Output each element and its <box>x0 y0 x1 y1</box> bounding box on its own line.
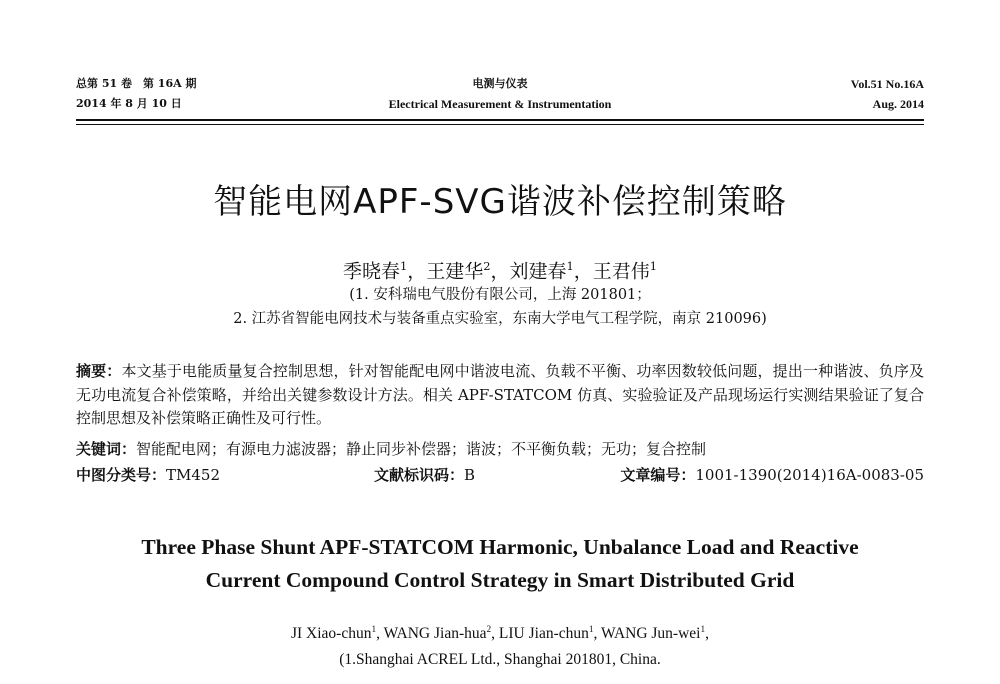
article-number-value: 1001-1390(2014)16A-0083-05 <box>695 466 924 484</box>
abstract-block <box>76 360 924 431</box>
publication-date: 2014 年 8 月 10 日 <box>76 97 182 110</box>
volume-issue-en: Vol.51 No.16A <box>850 77 924 91</box>
paper-title-en-line1: Three Phase Shunt APF-STATCOM Harmonic, Unbalance Load and Reactive <box>141 535 859 559</box>
running-header <box>76 74 924 114</box>
article-number <box>620 463 924 487</box>
author-name-en: WANG Jun-wei <box>601 625 701 643</box>
document-code-value: B <box>464 466 476 484</box>
journal-name-en: Electrical Measurement & Instrumentation <box>388 97 612 111</box>
author-affiliation-mark: 1 <box>649 259 658 273</box>
publication-date-en: Aug. 2014 <box>872 97 924 111</box>
keywords-label: 关键词： <box>76 440 137 458</box>
classification-row <box>76 463 924 487</box>
document-code <box>374 463 475 487</box>
author-name-en: WANG Jian-hua <box>383 625 487 643</box>
keywords-block <box>76 438 924 460</box>
author-name: 王建华 <box>426 260 484 283</box>
journal-name-cn: 电测与仪表 <box>472 77 528 90</box>
document-code-label: 文献标识码： <box>374 466 465 484</box>
author-affiliation-mark: 2 <box>483 259 491 273</box>
header-rule-thin <box>76 124 924 125</box>
clc-value: TM452 <box>166 466 221 484</box>
author-affiliation-mark: 1 <box>566 259 574 273</box>
abstract-text: 本文基于电能质量复合控制思想，针对智能配电网中谐波电流、负载不平衡、功率因数较低问题，提出一种谐波、负序及无功电流复合补偿策略，并给出关键参数设计方法。相关 APF-STATCOM 仿真、实验验证及产品现场运行实测结果验证了复合控制思想及补偿策略正确性及可行性。 <box>76 362 924 427</box>
header-center <box>76 74 924 114</box>
paper-title-en <box>60 531 940 597</box>
author-list-en: JI Xiao-chun$^1$, WANG Jian-hua$^2$, LIU Jian-chun$^1$, WANG Jun-wei$^1$, <box>290 625 710 643</box>
author-name-en: JI Xiao-chun <box>290 625 372 643</box>
affiliation-en: (1.Shanghai ACREL Ltd., Shanghai 201801, China. <box>339 651 661 668</box>
author-name: 刘建春 <box>509 260 567 283</box>
author-affiliation-mark: 1 <box>588 625 594 635</box>
author-affiliation-mark: 1 <box>399 259 408 273</box>
header-rule-thick <box>76 119 924 121</box>
clc-label: 中图分类号： <box>76 466 167 484</box>
header-right <box>851 74 924 114</box>
author-list-cn: 季晓春$^1$，王建华$^2$，刘建春$^1$，王君伟$^1$ <box>342 259 658 283</box>
paper-title-en-line2: Current Compound Control Strategy in Smart Distributed Grid <box>205 568 795 592</box>
author-affiliation-mark: 1 <box>371 625 377 635</box>
clc-number <box>76 463 220 487</box>
volume-issue: 总第 51 卷 第 16A 期 <box>76 77 197 90</box>
article-number-label: 文章编号： <box>620 466 696 484</box>
author-affiliation-mark: 2 <box>486 625 492 635</box>
author-name-en: LIU Jian-chun <box>498 625 589 643</box>
abstract-label: 摘要： <box>76 362 122 380</box>
author-affiliation-mark: 1 <box>700 625 706 635</box>
keywords-text: 智能配电网；有源电力滤波器；静止同步补偿器；谐波；不平衡负载；无功；复合控制 <box>136 440 707 458</box>
author-name: 季晓春 <box>342 260 400 283</box>
author-name: 王君伟 <box>592 260 650 283</box>
affiliation-cn-1: (1. 安科瑞电气股份有限公司，上海 201801； <box>349 287 651 303</box>
paper-title-cn: 智能电网APF-SVG谐波补偿控制策略 <box>213 182 787 222</box>
affiliation-cn-2: 2. 江苏省智能电网技术与装备重点实验室，东南大学电气工程学院，南京 210096) <box>233 311 767 327</box>
